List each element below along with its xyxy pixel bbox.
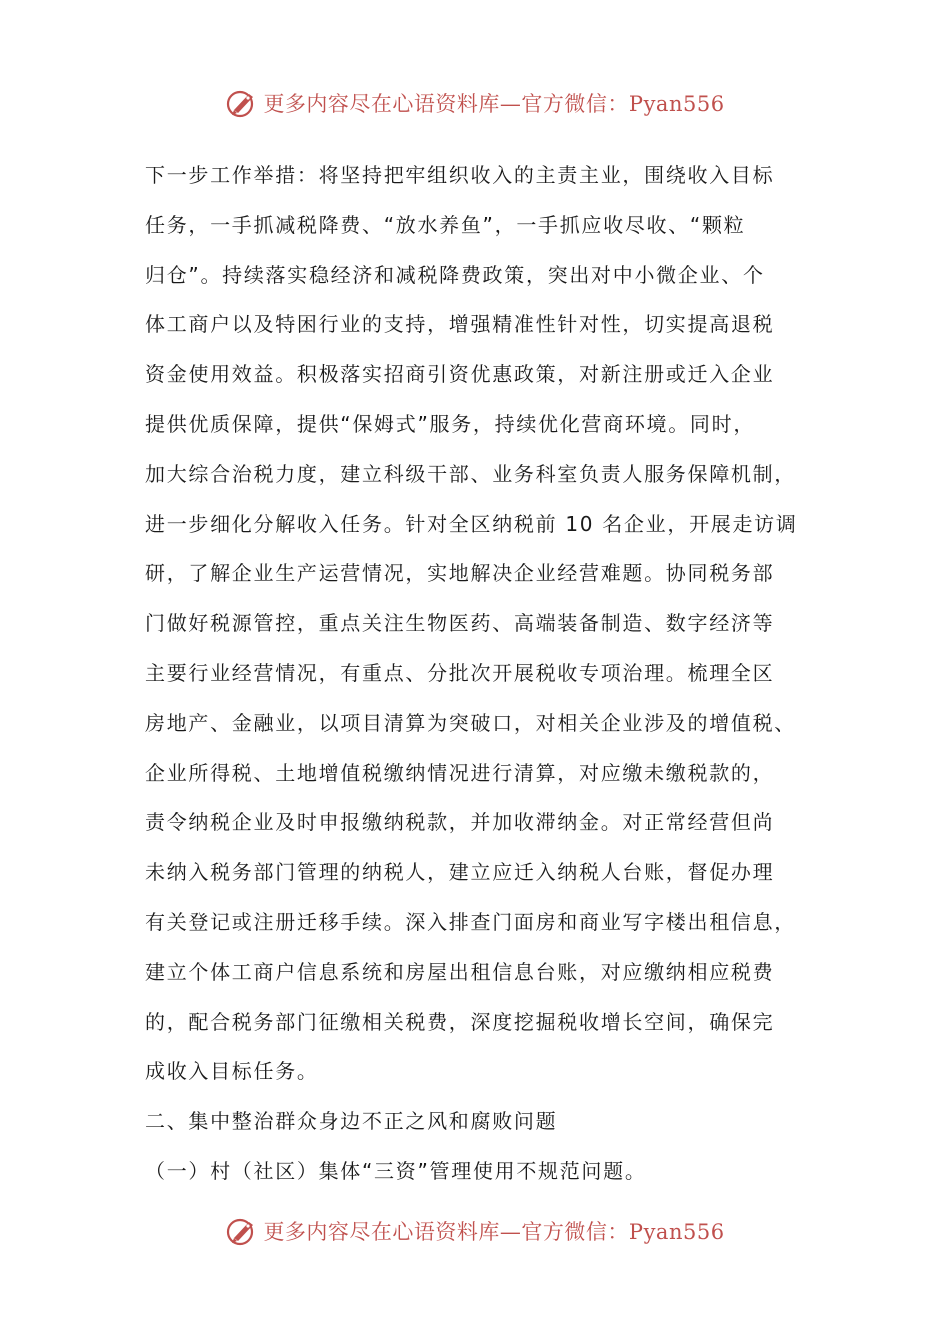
body-line: 房地产、金融业，以项目清算为突破口，对相关企业涉及的增值税、	[145, 710, 796, 735]
body-line: 归仓”。持续落实稳经济和减税降费政策，突出对中小微企业、个	[145, 262, 765, 287]
body-line: 加大综合治税力度，建立科级干部、业务科室负责人服务保障机制，	[145, 461, 796, 486]
body-line: 体工商户以及特困行业的支持，增强精准性针对性，切实提高退税	[145, 312, 775, 337]
pen-nib-logo-icon	[225, 1214, 259, 1248]
body-line: 有关登记或注册迁移手续。深入排查门面房和商业写字楼出租信息，	[145, 909, 796, 934]
body-line: 企业所得税、土地增值税缴纳情况进行清算，对应缴未缴税款的，	[145, 760, 775, 785]
body-line: 任务，一手抓减税降费、“放水养鱼”，一手抓应收尽收、“颗粒	[145, 212, 746, 237]
body-line: 进一步细化分解收入任务。针对全区纳税前 10 名企业，开展走访调	[145, 511, 798, 536]
watermark-footer	[0, 1211, 950, 1251]
watermark-header	[0, 83, 950, 123]
body-line: 未纳入税务部门管理的纳税人，建立应迁入纳税人台账，督促办理	[145, 860, 775, 885]
pen-nib-logo-icon	[225, 86, 259, 120]
body-line: 主要行业经营情况，有重点、分批次开展税收专项治理。梳理全区	[145, 660, 775, 685]
body-line: 建立个体工商户信息系统和房屋出租信息台账，对应缴纳相应税费	[145, 959, 775, 984]
body-line: 资金使用效益。积极落实招商引资优惠政策，对新注册或迁入企业	[145, 362, 775, 387]
body-line: 的，配合税务部门征缴相关税费，深度挖掘税收增长空间，确保完	[145, 1009, 775, 1034]
section-heading: 二、集中整治群众身边不正之风和腐败问题	[145, 1109, 558, 1134]
subsection-heading: （一）村（社区）集体“三资”管理使用不规范问题。	[145, 1158, 647, 1183]
body-line: 责令纳税企业及时申报缴纳税款，并加收滞纳金。对正常经营但尚	[145, 810, 775, 835]
watermark-text: 更多内容尽在心语资料库—官方微信：Pyan556	[263, 92, 725, 116]
body-line: 下一步工作举措：将坚持把牢组织收入的主责主业，围绕收入目标	[145, 163, 775, 187]
body-line: 研，了解企业生产运营情况，实地解决企业经营难题。协同税务部	[145, 561, 775, 586]
document-body	[145, 151, 835, 1197]
body-line: 成收入目标任务。	[145, 1059, 319, 1084]
body-line: 提供优质保障，提供“保姆式”服务，持续优化营商环境。同时，	[145, 411, 756, 436]
body-line: 门做好税源管控，重点关注生物医药、高端装备制造、数字经济等	[145, 611, 775, 636]
watermark-text: 更多内容尽在心语资料库—官方微信：Pyan556	[263, 1220, 725, 1244]
